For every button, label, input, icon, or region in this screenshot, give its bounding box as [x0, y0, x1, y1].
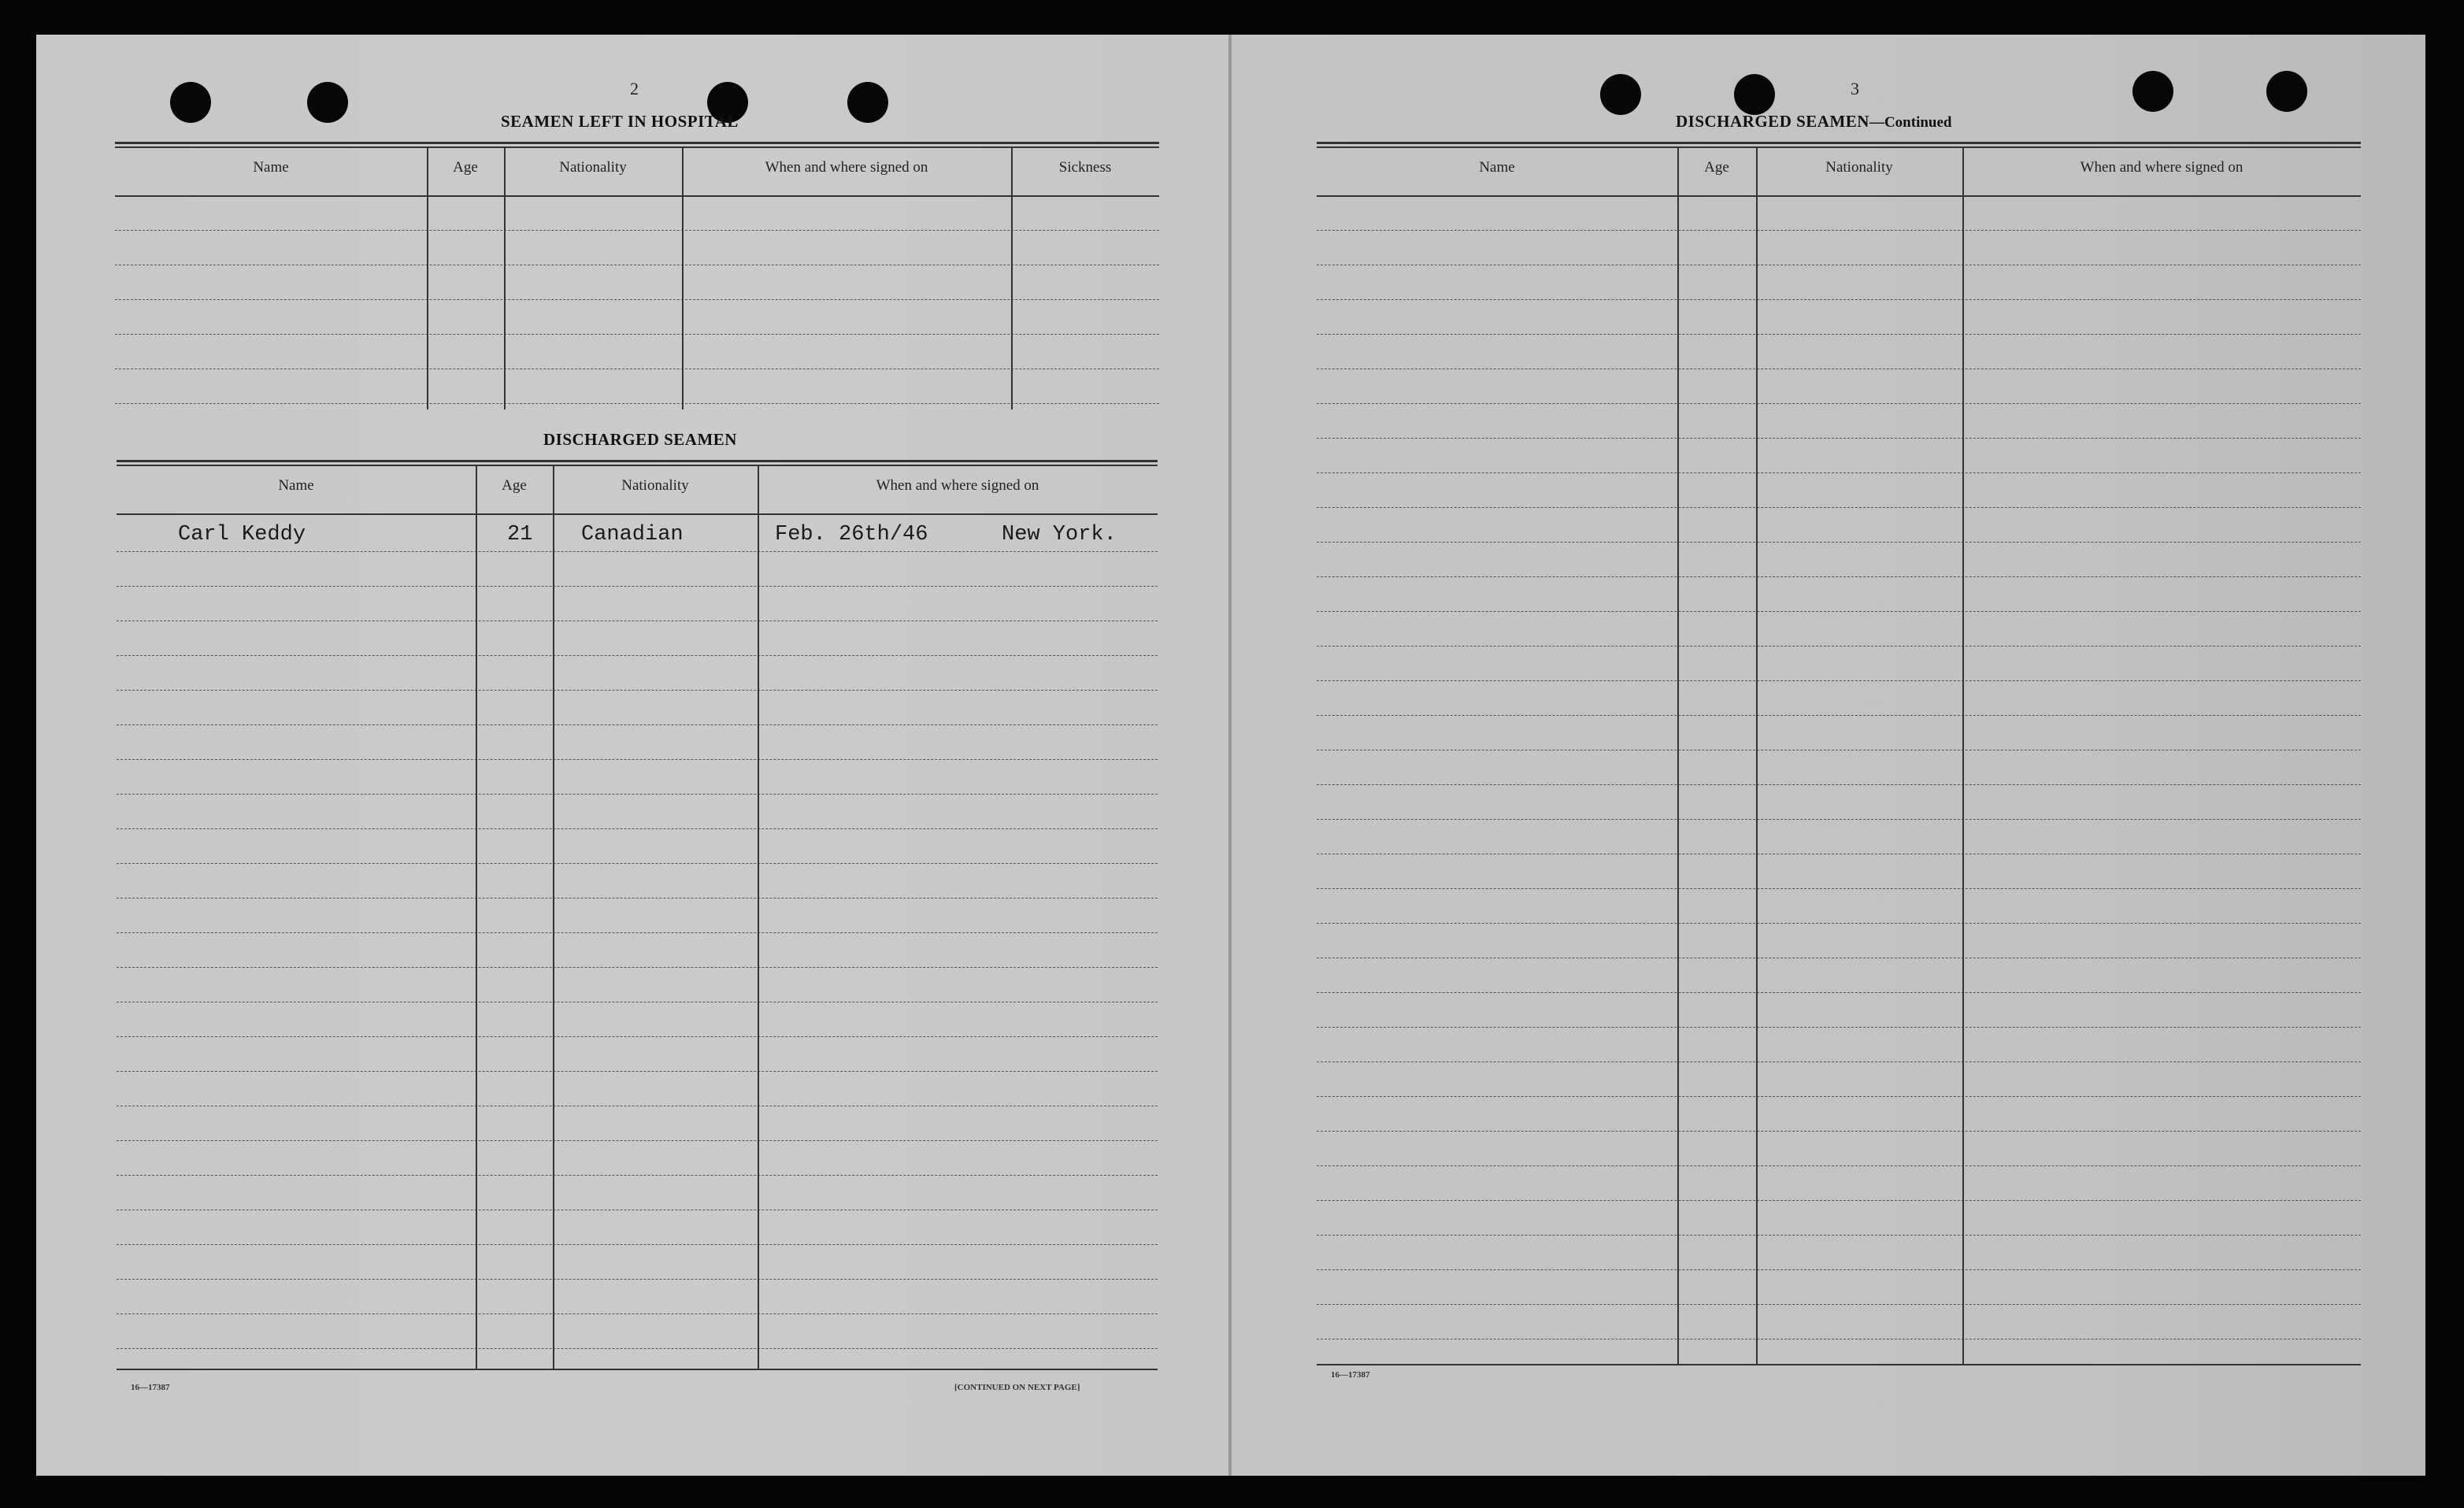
col-header-nationality: Nationality — [621, 477, 689, 494]
discharged-title: DISCHARGED SEAMEN — [543, 430, 737, 449]
seaman-signed-on-place: New York. — [1002, 523, 1117, 547]
hospital-table — [115, 142, 1159, 409]
seaman-name: Carl Keddy — [178, 523, 306, 547]
punch-hole — [2132, 71, 2173, 112]
discharged-continued-table — [1317, 142, 2361, 1364]
punch-hole — [2266, 71, 2307, 112]
col-header-signed-on: When and where signed on — [2080, 159, 2244, 176]
punch-hole — [1734, 74, 1775, 115]
discharged-table — [117, 460, 1158, 1369]
punch-hole — [1600, 74, 1641, 115]
page-number: 3 — [1851, 79, 1859, 98]
col-header-name: Name — [278, 477, 314, 494]
col-header-age: Age — [1704, 159, 1729, 176]
col-header-signed-on: When and where signed on — [765, 159, 928, 176]
col-header-name: Name — [253, 159, 289, 176]
col-header-age: Age — [453, 159, 478, 176]
page-number: 2 — [630, 79, 639, 98]
punch-hole — [847, 82, 888, 123]
col-header-signed-on: When and where signed on — [876, 477, 1039, 494]
discharged-title-main: DISCHARGED SEAMEN — [1676, 112, 1869, 131]
punch-hole — [307, 82, 348, 123]
seaman-age: 21 — [507, 523, 533, 547]
col-header-name: Name — [1479, 159, 1515, 176]
col-header-age: Age — [502, 477, 527, 494]
hospital-title: SEAMEN LEFT IN HOSPITAL — [501, 112, 739, 131]
col-header-nationality: Nationality — [559, 159, 627, 176]
form-number: 16—17387 — [1331, 1370, 1370, 1380]
col-header-sickness: Sickness — [1058, 159, 1112, 176]
seaman-signed-on-date: Feb. 26th/46 — [775, 523, 928, 547]
continued-note: [CONTINUED ON NEXT PAGE] — [954, 1383, 1080, 1392]
discharged-title-suffix: —Continued — [1869, 114, 1952, 131]
punch-hole — [170, 82, 211, 123]
discharged-continued-title — [1676, 112, 1951, 132]
col-header-nationality: Nationality — [1825, 159, 1893, 176]
form-number: 16—17387 — [131, 1383, 170, 1392]
seaman-nationality: Canadian — [581, 523, 684, 547]
